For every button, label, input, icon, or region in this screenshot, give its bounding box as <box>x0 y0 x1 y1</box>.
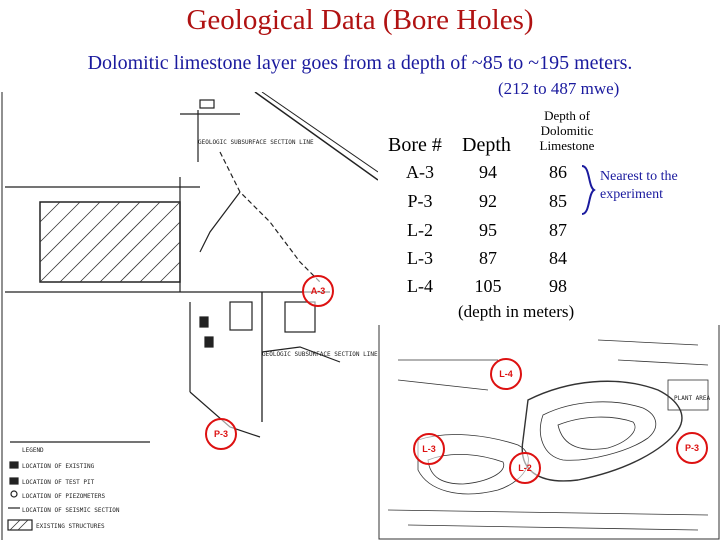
marker-l4: L-4 <box>490 358 522 390</box>
row-l2-dolomitic: 87 <box>549 220 567 240</box>
row-a3-dolomitic: 86 <box>549 162 567 182</box>
map-label-section-bottom: GEOLOGIC SUBSURFACE SECTION LINE <box>262 351 378 358</box>
map-legend-5: EXISTING STRUCTURES <box>36 523 105 530</box>
row-p3-bore: P-3 <box>407 191 433 211</box>
map-label-section-top: GEOLOGIC SUBSURFACE SECTION LINE <box>198 139 314 146</box>
map-legend-3: LOCATION OF PIEZOMETERS <box>22 493 106 500</box>
row-l4-dolomitic: 98 <box>549 276 567 296</box>
row-l2-bore: L-2 <box>407 220 433 240</box>
map-legend-1: LOCATION OF EXISTING <box>22 463 95 470</box>
map-legend-title: LEGEND <box>22 447 44 454</box>
row-l3-dolomitic: 84 <box>549 248 567 268</box>
row-a3-bore: A-3 <box>406 162 434 182</box>
row-p3-depth: 92 <box>479 191 497 211</box>
map-legend-4: LOCATION OF SEISMIC SECTION <box>22 507 120 514</box>
map-legend-2: LOCATION OF TEST PIT <box>22 479 95 486</box>
nearest-note: Nearest to the experiment <box>600 169 678 202</box>
brace-icon <box>580 164 598 216</box>
row-l4-depth: 105 <box>474 276 502 296</box>
marker-a3: A-3 <box>302 275 334 307</box>
header-depth: Depth <box>462 134 511 156</box>
row-l3-depth: 87 <box>479 248 497 268</box>
marker-l2: L-2 <box>509 452 541 484</box>
row-l4-bore: L-4 <box>407 276 433 296</box>
row-p3-dolomitic: 85 <box>549 191 567 211</box>
map-label-plant: PLANT AREA <box>674 395 711 402</box>
row-l3-bore: L-3 <box>407 248 433 268</box>
marker-p3-left: P-3 <box>205 418 237 450</box>
header-dolomitic: Depth of Dolomitic Limestone <box>539 108 595 153</box>
marker-p3-right: P-3 <box>676 432 708 464</box>
slide-subtitle: Dolomitic limestone layer goes from a depth of ~85 to ~195 meters. <box>87 52 633 74</box>
mwe-note: (212 to 487 mwe) <box>498 79 620 98</box>
row-a3-depth: 94 <box>479 162 497 182</box>
site-map-left <box>0 92 378 540</box>
units-note: (depth in meters) <box>458 302 575 321</box>
row-l2-depth: 95 <box>479 220 497 240</box>
site-map-right <box>378 320 720 540</box>
header-bore: Bore # <box>388 134 442 156</box>
slide-title: Geological Data (Bore Holes) <box>186 4 534 36</box>
marker-l3: L-3 <box>413 433 445 465</box>
